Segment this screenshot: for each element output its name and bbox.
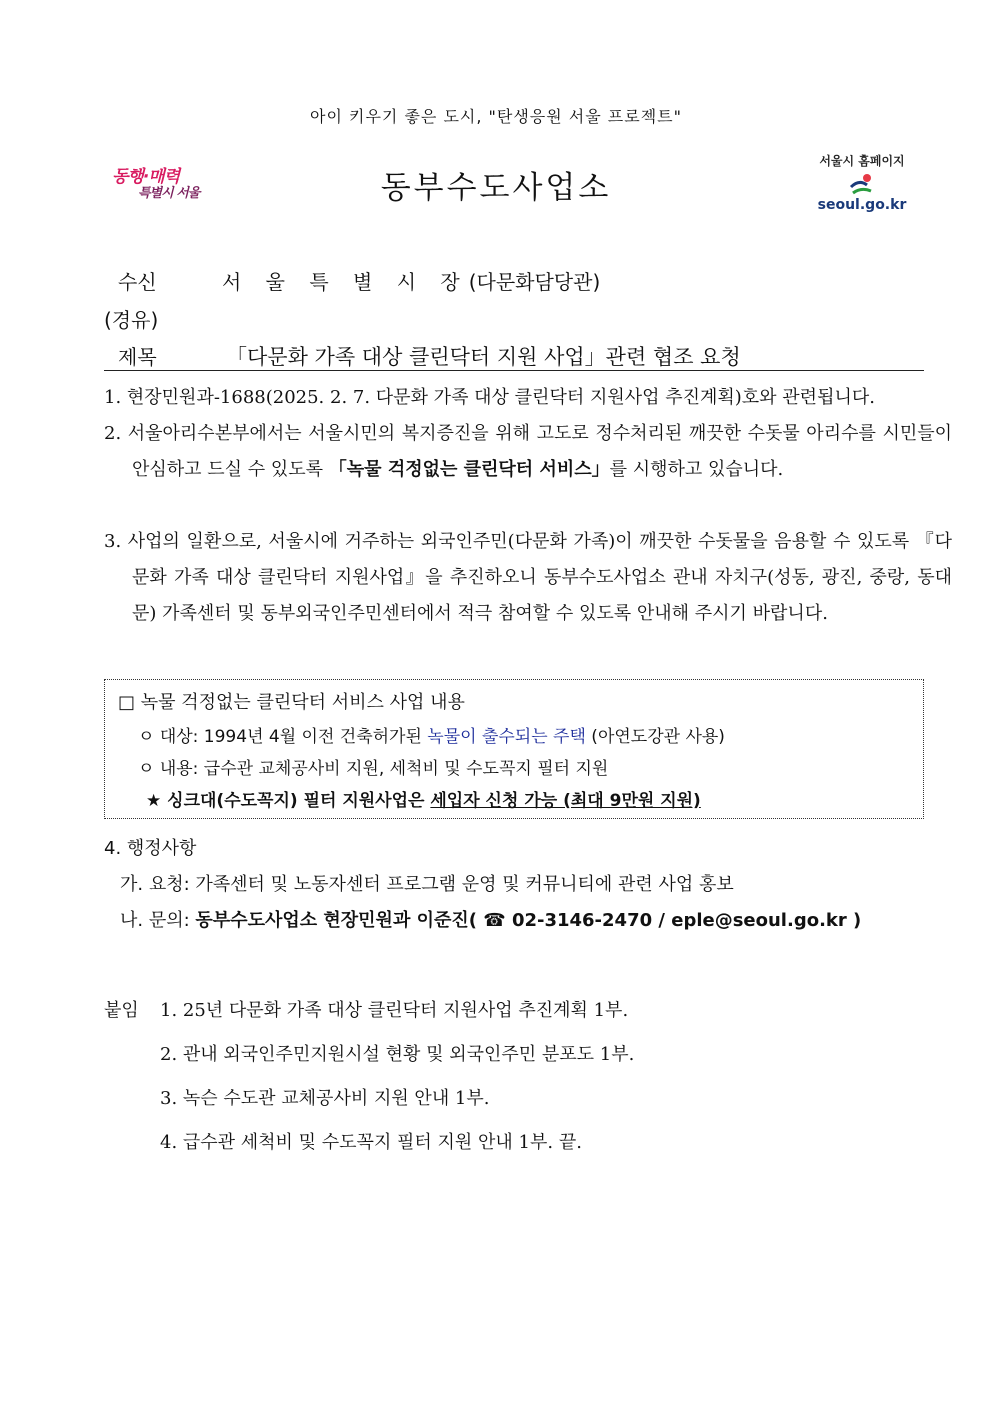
box-item-content: ㅇ 내용: 급수관 교체공사비 지원, 세척비 및 수도꼭지 필터 지원 <box>138 759 609 779</box>
box-item-target-suffix: (아연도강관 사용) <box>585 727 725 747</box>
recipient-name: 서 울 특 별 시 장 <box>222 270 469 294</box>
header-divider <box>104 370 924 371</box>
section-4-heading: 4. 행정사항 <box>104 838 197 859</box>
homepage-caption: 서울시 홈페이지 <box>819 154 905 168</box>
box-star-underline: 세입자 신청 가능 (최대 9만원 지원) <box>430 791 701 811</box>
recipient-label: 수신 <box>118 270 157 294</box>
brand-logo-line1: 동행·매력 <box>112 167 180 187</box>
subject-label: 제목 <box>118 345 157 369</box>
attachment-item: 3. 녹슨 수도관 교체공사비 지원 안내 1부. <box>160 1088 490 1109</box>
box-star-prefix: ★ 싱크대(수도꼭지) 필터 지원사업은 <box>146 791 431 811</box>
contact-prefix: 나. 문의: <box>120 910 196 931</box>
subject-value: 「다문화 가족 대상 클린닥터 지원 사업」관련 협조 요청 <box>226 345 741 369</box>
box-item-target-prefix: ㅇ 대상: 1994년 4월 이전 건축허가된 <box>138 727 428 747</box>
contact-details: 동부수도사업소 현장민원과 이준진( ☎ 02-3146-2470 / eple@seoul.go.kr ) <box>195 910 862 931</box>
attachment-item: 1. 25년 다문화 가족 대상 클린닥터 지원사업 추진계획 1부. <box>160 1000 629 1021</box>
section-4-request: 가. 요청: 가족센터 및 노동자센터 프로그램 운영 및 커뮤니티에 관련 사업 홍보 <box>120 874 734 895</box>
seoul-emblem-icon <box>847 173 877 197</box>
box-item-target <box>138 722 725 747</box>
paragraph-3: 3. 사업의 일환으로, 서울시에 거주하는 외국인주민(다문화 가족)이 깨끗한 수돗물을 음용할 수 있도록 『다문화 가족 대상 클린닥터 지원사업』을 추진하오니 동부수도사업소 관내 자치구(성동, 광진, 중랑, 동대문) 가족센터 및 동부외국인주민센터에서 적극 참여할 수 있도록 안내해 주시기 바랍니다. <box>104 531 952 624</box>
organization-title: 동부수도사업소 <box>380 170 612 206</box>
paragraph-2-text-end: 를 시행하고 있습니다. <box>609 459 784 480</box>
seoul-homepage-logo[interactable] <box>812 152 912 216</box>
via-label: (경유) <box>104 308 159 332</box>
brand-logo-line2: 특별시 서울 <box>138 186 200 201</box>
recipient-value <box>222 266 600 295</box>
paragraph-2-service-name: 「녹물 걱정없는 클린닥터 서비스」 <box>328 459 610 480</box>
attachments-label: 붙임 <box>104 1000 139 1021</box>
slogan: 아이 키우기 좋은 도시, "탄생응원 서울 프로젝트" <box>310 107 682 126</box>
attachment-item: 2. 관내 외국인주민지원시설 현황 및 외국인주민 분포도 1부. <box>160 1044 635 1065</box>
box-item-target-highlight: 녹물이 출수되는 주택 <box>427 727 586 747</box>
attachment-item: 4. 급수관 세척비 및 수도꼭지 필터 지원 안내 1부. 끝. <box>160 1132 582 1153</box>
box-star-note <box>146 786 701 811</box>
paragraph-2 <box>104 416 952 488</box>
box-title: □ 녹물 걱정없는 클린닥터 서비스 사업 내용 <box>118 692 465 713</box>
section-4-contact <box>120 906 861 932</box>
paragraph-1: 1. 현장민원과-1688(2025. 2. 7. 다문화 가족 대상 클린닥터 지원사업 추진계획)호와 관련됩니다. <box>104 387 875 408</box>
recipient-dept: (다문화담당관) <box>468 270 601 294</box>
paragraph-2-text: 2. 서울아리수본부에서는 서울시민의 복지증진을 위해 고도로 정수처리된 깨끗한 수돗물 아리수를 시민들이 안심하고 드실 수 있도록 <box>104 423 952 480</box>
homepage-url: seoul.go.kr <box>817 197 907 213</box>
